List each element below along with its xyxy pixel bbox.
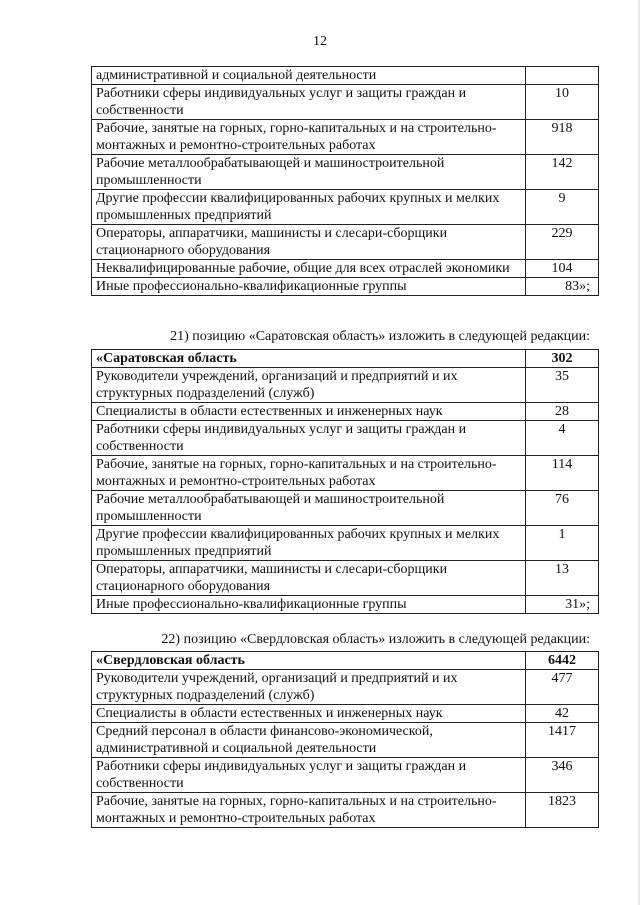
row-value: 1 bbox=[526, 526, 599, 561]
row-label: Специалисты в области естественных и инженерных наук bbox=[92, 705, 526, 723]
table-saratov bbox=[91, 349, 599, 614]
row-label: административной и социальной деятельности bbox=[92, 67, 526, 85]
table-top-body bbox=[92, 67, 599, 296]
row-label: Работники сферы индивидуальных услуг и защиты граждан и собственности bbox=[92, 758, 526, 793]
instruction-22: 22) позицию «Свердловская область» изложить в следующей редакции: bbox=[161, 632, 590, 647]
row-label: Руководители учреждений, организаций и предприятий и их структурных подразделений (служб) bbox=[92, 670, 526, 705]
row-label: Рабочие, занятые на горных, горно-капитальных и на строительно-монтажных и ремонтно-строительных работах bbox=[92, 793, 526, 828]
row-value: 114 bbox=[526, 456, 599, 491]
row-value: 83»; bbox=[526, 278, 599, 296]
row-label: Специалисты в области естественных и инженерных наук bbox=[92, 403, 526, 421]
table-row bbox=[92, 260, 599, 278]
row-label: Рабочие, занятые на горных, горно-капитальных и на строительно-монтажных и ремонтно-строительных работах bbox=[92, 120, 526, 155]
row-value: 918 bbox=[526, 120, 599, 155]
table-row bbox=[92, 368, 599, 403]
table-row bbox=[92, 155, 599, 190]
row-label: Другие профессии квалифицированных рабочих крупных и мелких промышленных предприятий bbox=[92, 190, 526, 225]
row-value: 229 bbox=[526, 225, 599, 260]
row-value: 42 bbox=[526, 705, 599, 723]
row-value: 9 bbox=[526, 190, 599, 225]
table-row bbox=[92, 596, 599, 614]
row-label: Другие профессии квалифицированных рабочих крупных и мелких промышленных предприятий bbox=[92, 526, 526, 561]
row-label: Руководители учреждений, организаций и предприятий и их структурных подразделений (служб) bbox=[92, 368, 526, 403]
row-value: 346 bbox=[526, 758, 599, 793]
table-row bbox=[92, 561, 599, 596]
row-label: «Свердловская область bbox=[92, 652, 526, 670]
row-value: 142 bbox=[526, 155, 599, 190]
table-row bbox=[92, 278, 599, 296]
table-saratov-body bbox=[92, 350, 599, 614]
row-label: «Саратовская область bbox=[92, 350, 526, 368]
row-label: Рабочие металлообрабатывающей и машиностроительной промышленности bbox=[92, 491, 526, 526]
table-row bbox=[92, 705, 599, 723]
row-label: Работники сферы индивидуальных услуг и защиты граждан и собственности bbox=[92, 85, 526, 120]
row-value: 104 bbox=[526, 260, 599, 278]
table-header-row bbox=[92, 652, 599, 670]
table-row bbox=[92, 225, 599, 260]
row-value: 35 bbox=[526, 368, 599, 403]
row-label: Операторы, аппаратчики, машинисты и слесари-сборщики стационарного оборудования bbox=[92, 225, 526, 260]
row-label: Рабочие, занятые на горных, горно-капитальных и на строительно-монтажных и ремонтно-строительных работах bbox=[92, 456, 526, 491]
row-value: 477 bbox=[526, 670, 599, 705]
row-value: 31»; bbox=[526, 596, 599, 614]
table-row bbox=[92, 120, 599, 155]
table-row bbox=[92, 526, 599, 561]
row-value: 302 bbox=[526, 350, 599, 368]
row-label: Операторы, аппаратчики, машинисты и слесари-сборщики стационарного оборудования bbox=[92, 561, 526, 596]
page-number: 12 bbox=[313, 34, 327, 49]
row-label: Иные профессионально-квалификационные группы bbox=[92, 596, 526, 614]
row-label: Иные профессионально-квалификационные группы bbox=[92, 278, 526, 296]
row-value: 10 bbox=[526, 85, 599, 120]
table-row bbox=[92, 85, 599, 120]
row-value: 1823 bbox=[526, 793, 599, 828]
table-sverdlovsk bbox=[91, 651, 599, 828]
table-row bbox=[92, 491, 599, 526]
row-value bbox=[526, 67, 599, 85]
table-row bbox=[92, 456, 599, 491]
table-header-row bbox=[92, 350, 599, 368]
row-label: Неквалифицированные рабочие, общие для всех отраслей экономики bbox=[92, 260, 526, 278]
table-row bbox=[92, 723, 599, 758]
row-value: 6442 bbox=[526, 652, 599, 670]
row-value: 76 bbox=[526, 491, 599, 526]
row-label: Работники сферы индивидуальных услуг и защиты граждан и собственности bbox=[92, 421, 526, 456]
table-continued bbox=[91, 66, 599, 296]
table-row bbox=[92, 403, 599, 421]
row-value: 28 bbox=[526, 403, 599, 421]
row-value: 13 bbox=[526, 561, 599, 596]
row-label: Средний персонал в области финансово-экономической, административной и социальной деятельности bbox=[92, 723, 526, 758]
table-row bbox=[92, 670, 599, 705]
table-row bbox=[92, 67, 599, 85]
table-sverdlovsk-body bbox=[92, 652, 599, 828]
table-row bbox=[92, 793, 599, 828]
table-row bbox=[92, 421, 599, 456]
row-value: 1417 bbox=[526, 723, 599, 758]
row-label: Рабочие металлообрабатывающей и машиностроительной промышленности bbox=[92, 155, 526, 190]
row-value: 4 bbox=[526, 421, 599, 456]
instruction-21: 21) позицию «Саратовская область» изложить в следующей редакции: bbox=[170, 329, 590, 344]
table-row bbox=[92, 758, 599, 793]
table-row bbox=[92, 190, 599, 225]
